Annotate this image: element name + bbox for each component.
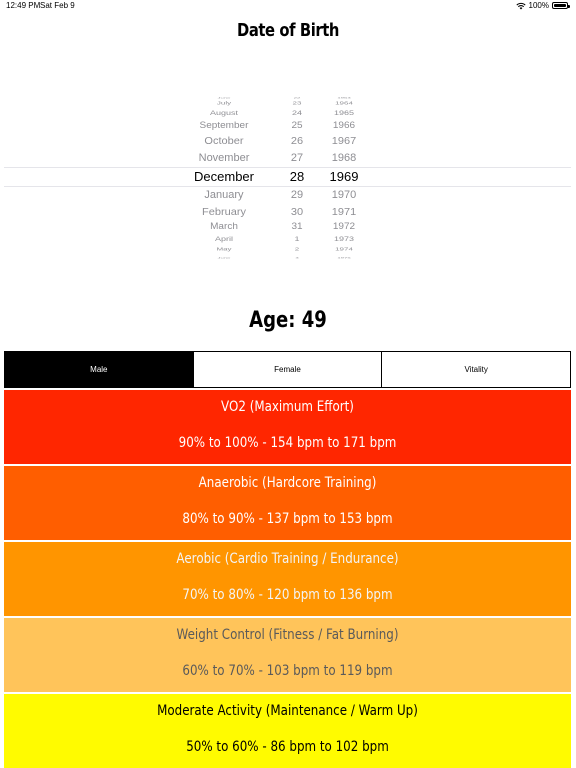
zone-card	[4, 618, 571, 692]
picker-day: 26	[290, 135, 304, 147]
picker-day: 1	[294, 235, 300, 243]
zone-range: 90% to 100% - 154 bpm to 171 bpm	[178, 435, 397, 451]
picker-row[interactable]	[4, 257, 571, 263]
picker-year: 1965	[333, 109, 355, 117]
zone-range: 50% to 60% - 86 bpm to 102 bpm	[186, 739, 389, 755]
zone-card	[4, 390, 571, 464]
zone-title: Anaerobic (Hardcore Training)	[198, 475, 377, 491]
gender-segmented-control[interactable]	[4, 351, 571, 388]
picker-row-selected[interactable]	[4, 169, 571, 185]
picker-year: 1968	[331, 152, 357, 164]
zone-title: Moderate Activity (Maintenance / Warm Up)	[157, 703, 418, 719]
status-bar	[0, 0, 576, 12]
age-label: Age: 49	[249, 308, 327, 333]
battery-fill	[554, 4, 566, 7]
picker-day: 29	[290, 189, 304, 201]
picker-year: 1963	[337, 97, 351, 100]
picker-year: 1966	[332, 120, 356, 131]
zone-range: 80% to 90% - 137 bpm to 153 bpm	[182, 511, 393, 527]
picker-year: 1969	[329, 169, 359, 184]
segment-1[interactable]: Female	[193, 352, 382, 387]
picker-month: October	[204, 135, 244, 147]
segment-2[interactable]: Vitality	[381, 352, 570, 387]
picker-month: May	[216, 246, 232, 252]
picker-selection-line	[4, 186, 571, 187]
picker-selection-line	[4, 167, 571, 168]
picker-year: 1973	[333, 235, 355, 243]
picker-month: June	[217, 97, 231, 100]
zone-card	[4, 542, 571, 616]
picker-row[interactable]	[4, 152, 571, 168]
status-date: Sat Feb 9	[40, 1, 75, 10]
status-right	[516, 1, 568, 10]
picker-row[interactable]	[4, 121, 571, 135]
picker-day: 27	[290, 152, 304, 164]
page-title: Date of Birth	[237, 20, 339, 41]
picker-month: September	[199, 120, 249, 131]
zone-card	[4, 466, 571, 540]
picker-row[interactable]	[4, 222, 571, 236]
picker-month: March	[210, 221, 238, 232]
picker-day: 3	[295, 257, 299, 260]
battery-percent: 100%	[528, 1, 549, 10]
picker-year: 1975	[337, 257, 351, 260]
picker-row[interactable]	[4, 109, 571, 121]
picker-month: July	[216, 100, 232, 106]
zone-range: 70% to 80% - 120 bpm to 136 bpm	[182, 587, 393, 603]
zone-title: Weight Control (Fitness / Fat Burning)	[176, 627, 399, 643]
picker-day: 25	[291, 120, 303, 131]
picker-row[interactable]	[4, 135, 571, 150]
wifi-icon	[516, 2, 526, 10]
picker-month: December	[194, 169, 254, 184]
zone-range: 60% to 70% - 103 bpm to 119 bpm	[182, 663, 393, 679]
picker-row[interactable]	[4, 206, 571, 221]
picker-year: 1964	[335, 100, 353, 106]
picker-day: 28	[289, 169, 305, 184]
picker-year: 1970	[331, 189, 357, 201]
battery-icon	[552, 2, 568, 9]
status-time: 12:49 PM	[6, 1, 41, 10]
picker-month: January	[204, 189, 244, 201]
picker-month: August	[209, 109, 239, 117]
picker-year: 1967	[331, 135, 357, 147]
picker-year: 1974	[335, 246, 353, 252]
zone-card	[4, 694, 571, 768]
picker-year: 1972	[332, 221, 356, 232]
picker-day: 24	[291, 109, 302, 117]
picker-day: 23	[292, 100, 302, 106]
picker-month: November	[198, 152, 250, 164]
picker-day: 2	[294, 246, 300, 252]
picker-day: 31	[291, 221, 303, 232]
picker-year: 1971	[331, 206, 357, 218]
picker-row[interactable]	[4, 247, 571, 256]
picker-month: February	[201, 206, 247, 218]
zone-title: VO2 (Maximum Effort)	[221, 399, 354, 415]
zone-title: Aerobic (Cardio Training / Endurance)	[176, 551, 399, 567]
picker-month: June	[217, 257, 231, 260]
date-picker[interactable]	[4, 92, 571, 260]
picker-day: 22	[293, 97, 301, 100]
picker-row[interactable]	[4, 189, 571, 205]
segment-0[interactable]: Male	[5, 352, 193, 387]
picker-day: 30	[290, 206, 304, 218]
picker-row[interactable]	[4, 235, 571, 247]
picker-month: April	[214, 235, 233, 243]
